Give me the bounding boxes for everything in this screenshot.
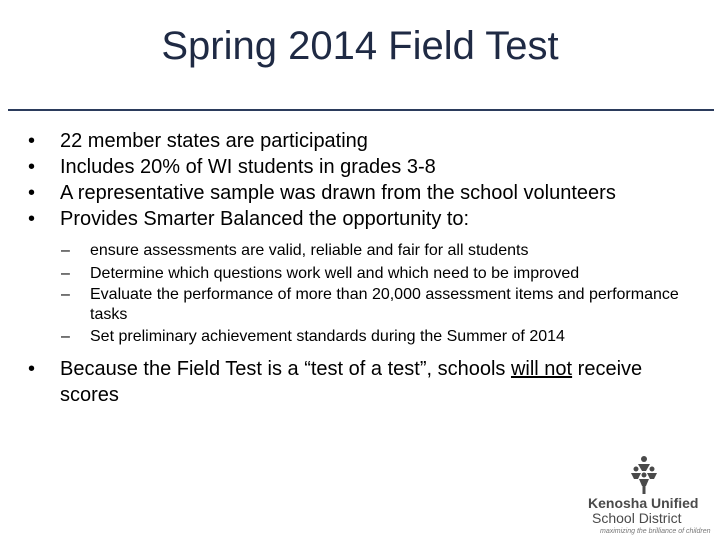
bullet-text: Provides Smarter Balanced the opportunity to:: [60, 208, 470, 230]
sub-bullet-item: [28, 285, 688, 325]
dash-glyph: –: [61, 286, 70, 303]
bullet-text-after: receive scores: [60, 358, 643, 406]
bullet-item: [28, 154, 688, 180]
bullet-text: Includes 20% of WI students in grades 3-8: [60, 156, 436, 178]
bullet-glyph: •: [28, 358, 36, 380]
people-tree-icon: [624, 455, 664, 495]
sub-bullet-text: Set preliminary achievement standards during the Summer of 2014: [90, 328, 565, 345]
bullet-item: [28, 180, 688, 206]
sub-bullet-item: [28, 239, 688, 262]
sub-bullet-text: Determine which questions work well and which need to be improved: [90, 265, 580, 282]
bullet-glyph: •: [28, 208, 36, 230]
dash-glyph: –: [61, 242, 70, 259]
title-divider: [8, 109, 714, 111]
bullet-glyph: •: [28, 130, 36, 152]
logo-name-line2: School District: [592, 510, 682, 526]
bullet-text-before: Because the Field Test is a “test of a test”, schools: [60, 358, 511, 380]
bullet-item: [28, 128, 688, 154]
sub-bullet-item: [28, 325, 688, 348]
bullet-text: 22 member states are participating: [60, 130, 368, 152]
sub-bullet-text: Evaluate the performance of more than 20,000 assessment items and performance tasks: [90, 286, 679, 323]
bullet-glyph: •: [28, 182, 36, 204]
logo-name-line1: Kenosha Unified: [588, 495, 699, 511]
dash-glyph: –: [61, 328, 70, 345]
district-logo: [580, 455, 710, 537]
sub-bullet-text: ensure assessments are valid, reliable and fair for all students: [90, 242, 529, 259]
slide-title: Spring 2014 Field Test: [161, 24, 559, 68]
underlined-emphasis: will not: [510, 358, 573, 380]
bullet-item: [28, 206, 688, 232]
bullet-text: A representative sample was drawn from the school volunteers: [60, 182, 616, 204]
logo-tagline: maximizing the brilliance of children: [600, 528, 711, 535]
bullet-item-scores: [28, 356, 688, 408]
dash-glyph: –: [61, 265, 70, 282]
slide-body: [28, 128, 688, 408]
sub-bullet-list: [28, 239, 688, 348]
sub-bullet-item: [28, 262, 688, 285]
bullet-glyph: •: [28, 156, 36, 178]
